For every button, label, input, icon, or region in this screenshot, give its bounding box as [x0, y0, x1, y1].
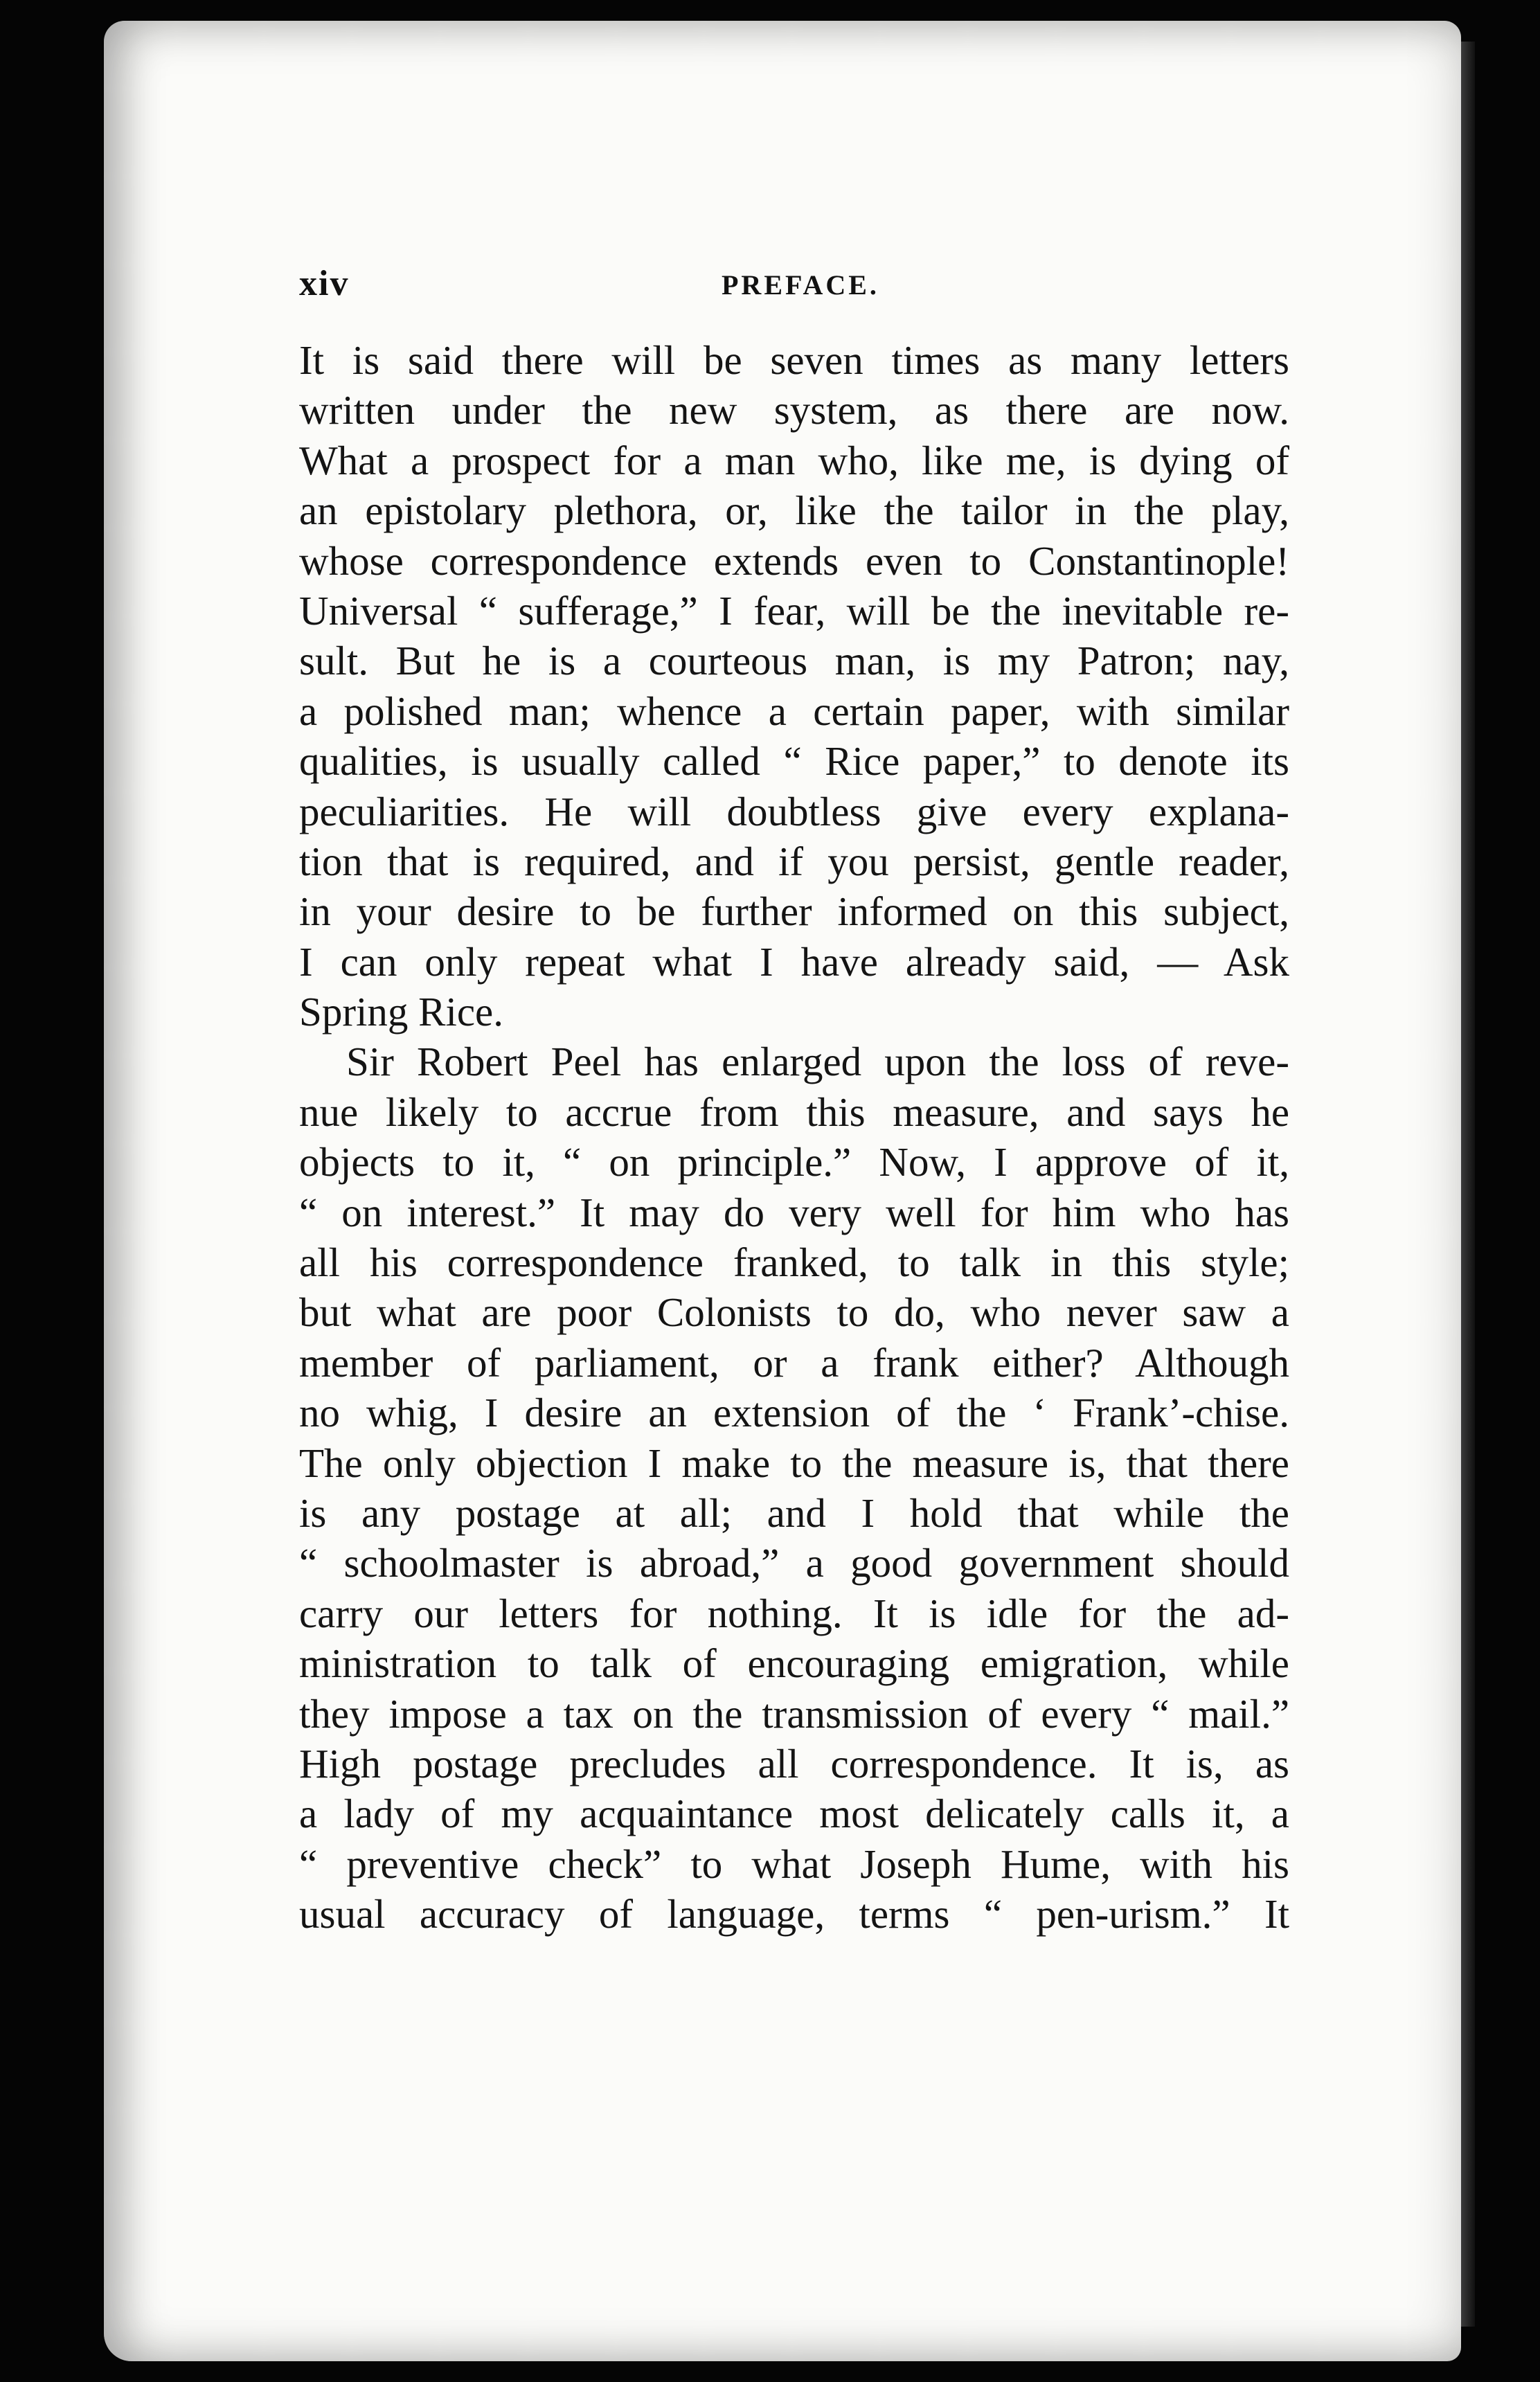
text-line: It is said there will be seven times as many letters [299, 337, 1289, 383]
page-number: xiv [299, 264, 350, 303]
paragraph [299, 1037, 1289, 1939]
text-line: but what are poor Colonists to do, who never saw a [299, 1289, 1289, 1336]
text-line: Spring Rice. [299, 989, 503, 1035]
paragraph [299, 335, 1289, 1037]
text-line: a lady of my acquaintance most delicately calls it, a [299, 1791, 1289, 1837]
text-line: “ preventive check” to what Joseph Hume, with his [299, 1841, 1289, 1887]
text-line: in your desire to be further informed on this subject, [299, 888, 1289, 935]
text-line: no whig, I desire an extension of the ‘ Frank’-chise. [299, 1390, 1289, 1436]
text-line: “ schoolmaster is abroad,” a good government should [299, 1540, 1289, 1586]
text-line: tion that is required, and if you persist, gentle reader, [299, 838, 1289, 884]
text-line: sult. But he is a courteous man, is my Patron; nay, [299, 638, 1289, 684]
text-line: peculiarities. He will doubtless give every explana- [299, 788, 1289, 834]
running-head [299, 263, 1289, 312]
text-line: written under the new system, as there are now. [299, 387, 1289, 433]
text-line: whose correspondence extends even to Constantinople! [299, 537, 1289, 584]
text-line: all his correspondence franked, to talk in this style; [299, 1239, 1289, 1286]
text-line: objects to it, “ on principle.” Now, I approve of it, [299, 1139, 1289, 1185]
text-line: “ on interest.” It may do very well for him who has [299, 1189, 1289, 1235]
text-line: The only objection I make to the measure is, that there [299, 1440, 1289, 1486]
text-line: nue likely to accrue from this measure, and says he [299, 1089, 1289, 1135]
text-line: qualities, is usually called “ Rice paper,” to denote its [299, 738, 1289, 785]
text-line: High postage precludes all correspondence. It is, as [299, 1740, 1289, 1786]
text-line: is any postage at all; and I hold that while the [299, 1489, 1289, 1536]
text-line: carry our letters for nothing. It is idle for the ad- [299, 1590, 1289, 1636]
body-text [299, 335, 1289, 1940]
text-line: What a prospect for a man who, like me, is dying of [299, 437, 1289, 483]
running-title: PREFACE. [722, 269, 879, 301]
text-line: a polished man; whence a certain paper, with similar [299, 688, 1289, 734]
text-line: Sir Robert Peel has enlarged upon the loss of reve- [346, 1039, 1289, 1085]
text-line: I can only repeat what I have already said, — Ask [299, 938, 1289, 985]
text-line: Universal “ sufferage,” I fear, will be the inevitable re- [299, 587, 1289, 634]
text-line: member of parliament, or a frank either? Although [299, 1339, 1289, 1386]
text-line: usual accuracy of language, terms “ pen-urism.” It [299, 1891, 1289, 1937]
text-line: they impose a tax on the transmission of every “ mail.” [299, 1690, 1289, 1737]
text-line: an epistolary plethora, or, like the tailor in the play, [299, 487, 1289, 534]
text-line: ministration to talk of encouraging emigration, while [299, 1640, 1289, 1687]
